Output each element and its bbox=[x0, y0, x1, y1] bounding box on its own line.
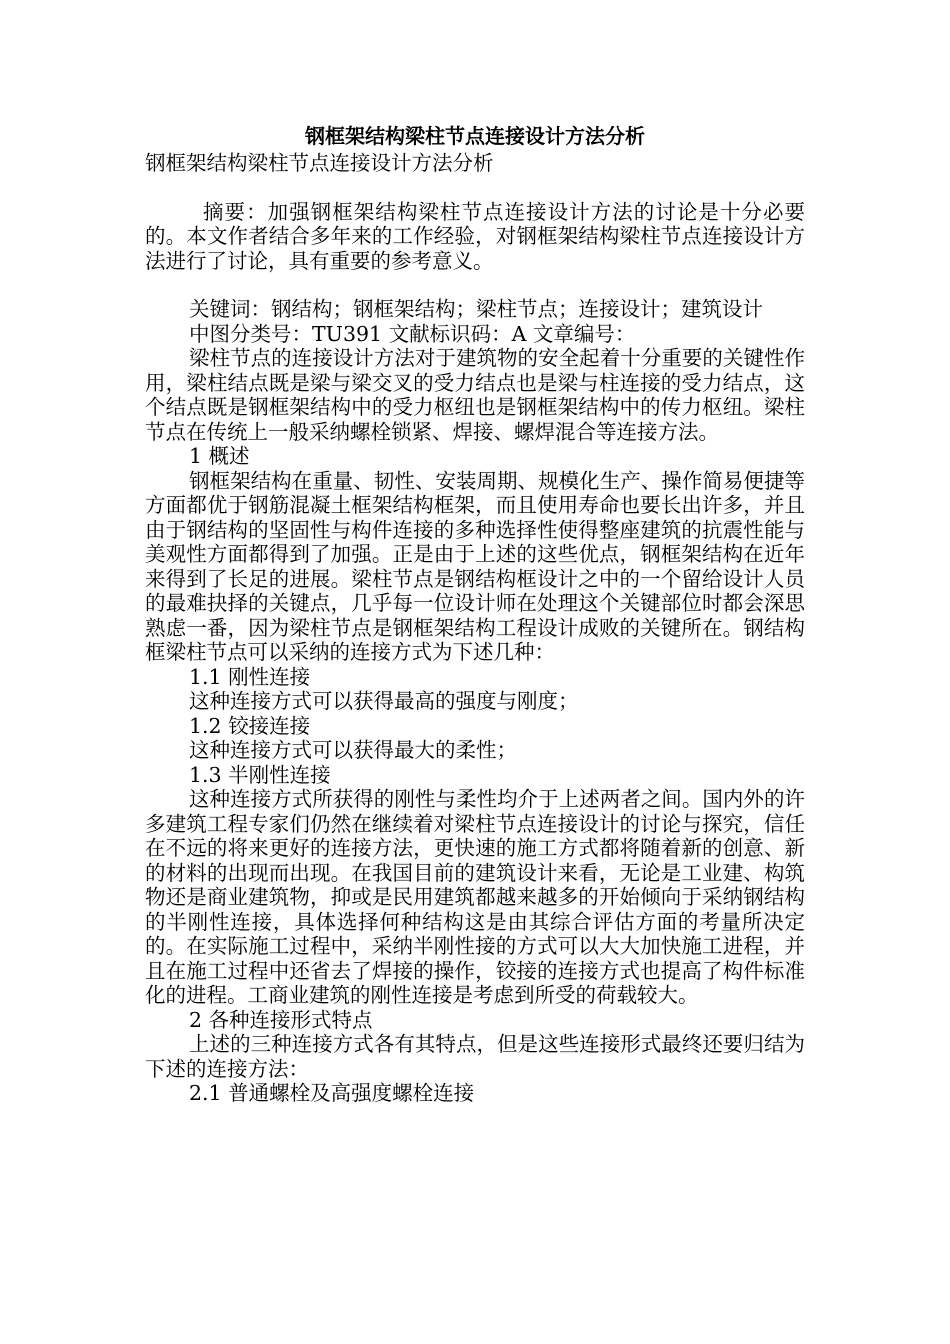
section-heading-connection-types: 2 各种连接形式特点 bbox=[189, 1007, 373, 1032]
section-heading-overview: 1 概述 bbox=[189, 444, 250, 468]
section-heading-semi-rigid: 1.3 半刚性连接 bbox=[189, 762, 331, 787]
section-text-connection-types: 上述的三种连接方式各有其特点，但是这些连接形式最终还要归结为下述的连接方法： bbox=[145, 1032, 805, 1081]
abstract-paragraph: 摘要：加强钢框架结构梁柱节点连接设计方法的讨论是十分必要的。本文作者结合多年来的工作经验，对钢框架结构梁柱节点连接设计方法进行了讨论，具有重要的参考意义。 bbox=[145, 199, 805, 273]
document-page bbox=[145, 123, 805, 1106]
section-text-hinged: 这种连接方式可以获得最大的柔性； bbox=[189, 738, 517, 762]
section-text-rigid: 这种连接方式可以获得最高的强度与刚度； bbox=[189, 689, 579, 713]
section-text-semi-rigid: 这种连接方式所获得的刚性与柔性均介于上述两者之间。国内外的许多建筑工程专家们仍然在继续着对梁柱节点连接设计的讨论与探究，信任在不远的将来更好的连接方法，更快速的施工方式都将随着新的创意、新的材料的出现而出现。在我国目前的建筑设计来看，无论是工业建、构筑物还是商业建筑物，抑或是民用建筑都越来越多的开始倾向于采纳钢结构的半刚性连接，具体选择何种结构这是由其综合评估方面的考量所决定的。在实际施工过程中，采纳半刚性接的方式可以大大加快施工进程，并且在施工过程中还省去了焊接的操作，铰接的连接方式也提高了构件标准化的进程。工商业建筑的刚性连接是考虑到所受的荷载较大。 bbox=[145, 787, 805, 1007]
section-text-overview: 钢框架结构在重量、韧性、安装周期、规模化生产、操作简易便捷等方面都优于钢筋混凝土框架结构框架，而且使用寿命也要长出许多，并且由于钢结构的坚固性与构件连接的多种选择性使得整座建筑的抗震性能与美观性方面都得到了加强。正是由于上述的这些优点，钢框架结构在近年来得到了长足的进展。梁柱节点是钢结构框设计之中的一个留给设计人员的最难抉择的关键点，几乎每一位设计师在处理这个关键部位时都会深思熟虑一番，因为梁柱节点是钢框架结构工程设计成败的关键所在。钢结构框梁柱节点可以采纳的连接方式为下述几种： bbox=[145, 468, 805, 664]
section-heading-rigid: 1.1 刚性连接 bbox=[189, 664, 311, 689]
intro-paragraph: 梁柱节点的连接设计方法对于建筑物的安全起着十分重要的关键性作用，梁柱结点既是梁与梁交叉的受力结点也是梁与柱连接的受力结点，这个结点既是钢框架结构中的受力枢纽也是钢框架结构中的传力枢纽。梁柱节点在传统上一般采纳螺栓锁紧、焊接、螺焊混合等连接方法。 bbox=[145, 346, 805, 444]
keywords-paragraph: 关键词：钢结构；钢框架结构；梁柱节点；连接设计；建筑设计 bbox=[189, 297, 763, 321]
section-heading-hinged: 1.2 铰接连接 bbox=[189, 713, 311, 738]
section-heading-bolts: 2.1 普通螺栓及高强度螺栓连接 bbox=[189, 1081, 475, 1105]
document-title: 钢框架结构梁柱节点连接设计方法分析 bbox=[305, 124, 645, 148]
document-subtitle: 钢框架结构梁柱节点连接设计方法分析 bbox=[145, 151, 494, 175]
classification-line: 中图分类号：TU391 文献标识码：A 文章编号： bbox=[189, 321, 636, 346]
